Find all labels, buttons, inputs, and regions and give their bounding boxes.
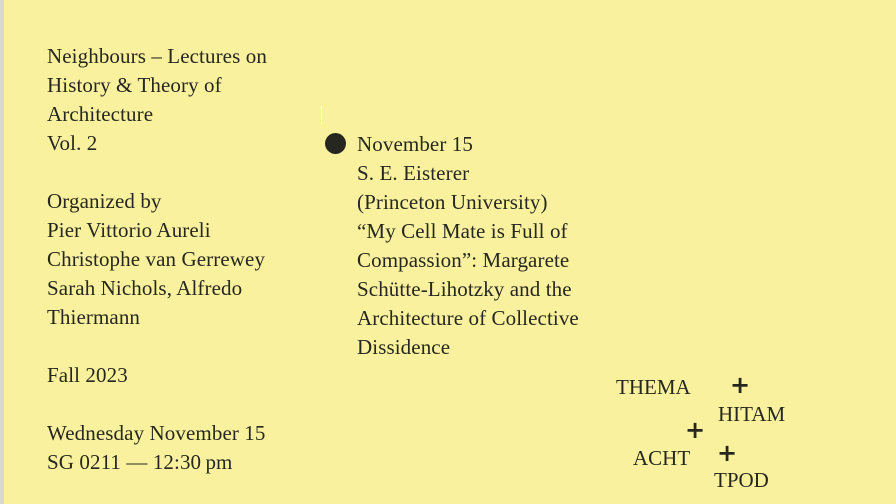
logo-word-acht: ACHT (633, 446, 691, 470)
spacer (47, 158, 267, 187)
series-title-line: History & Theory of (47, 73, 222, 97)
organizer-name: Christophe van Gerrewey (47, 247, 266, 271)
spacer (47, 390, 267, 419)
text-cursor (321, 106, 322, 124)
logo-word-thema: THEMA (616, 375, 691, 399)
series-info (47, 42, 267, 477)
talk-title-line: Schütte-Lihotzky and the (357, 277, 572, 301)
plus-icon: + (730, 371, 751, 399)
event-speaker: S. E. Eisterer (357, 161, 470, 185)
logo-word-hitam: HITAM (718, 402, 786, 426)
plus-icon: + (717, 439, 738, 467)
organizer-name: Thiermann (47, 305, 141, 329)
event-info (357, 130, 579, 362)
event-affiliation: (Princeton University) (357, 190, 548, 214)
series-volume: Vol. 2 (47, 131, 98, 155)
talk-title-line: “My Cell Mate is Full of (357, 219, 568, 243)
schedule-room-time: SG 0211 — 12:30 pm (47, 450, 233, 474)
schedule-day: Wednesday November 15 (47, 421, 266, 445)
logo-word-tpod: TPOD (714, 468, 769, 492)
event-date: November 15 (357, 132, 473, 156)
spacer (47, 332, 267, 361)
series-title-line: Architecture (47, 102, 154, 126)
organized-by-label: Organized by (47, 189, 162, 213)
organizer-name: Pier Vittorio Aureli (47, 218, 211, 242)
series-title-line: Neighbours – Lectures on (47, 44, 267, 68)
talk-title-line: Compassion”: Margarete (357, 248, 570, 272)
talk-title-line: Architecture of Collective (357, 306, 579, 330)
event-bullet-icon (325, 133, 346, 154)
plus-icon: + (685, 416, 706, 444)
term-label: Fall 2023 (47, 363, 128, 387)
talk-title-line: Dissidence (357, 335, 451, 359)
left-frame-edge (0, 0, 4, 504)
organizer-name: Sarah Nichols, Alfredo (47, 276, 243, 300)
